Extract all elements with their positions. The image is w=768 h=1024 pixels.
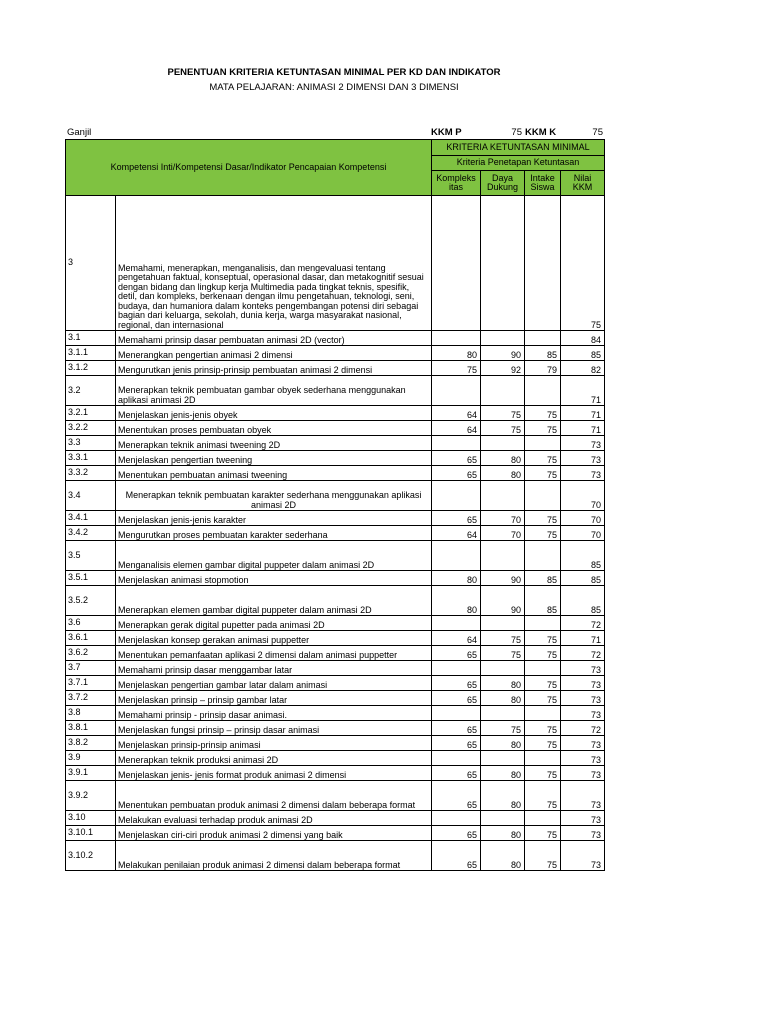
indicator-description: Menjelaskan prinsip – prinsip gambar latar bbox=[116, 691, 432, 706]
indicator-code: 3.2.2 bbox=[66, 421, 116, 436]
indicator-code: 3.5 bbox=[66, 541, 116, 571]
col-header-kompleksitas: Kompleks itas bbox=[432, 171, 481, 196]
table-row bbox=[66, 736, 605, 751]
indicator-code: 3.10 bbox=[66, 811, 116, 826]
daya-dukung-value: 90 bbox=[481, 346, 525, 361]
kompleksitas-value: 65 bbox=[432, 646, 481, 661]
table-row bbox=[66, 481, 605, 511]
nilai-kkm-value: 72 bbox=[561, 721, 605, 736]
nilai-kkm-value: 82 bbox=[561, 361, 605, 376]
kompleksitas-value: 65 bbox=[432, 691, 481, 706]
intake-siswa-value: 75 bbox=[525, 511, 561, 526]
intake-siswa-value: 75 bbox=[525, 451, 561, 466]
intake-siswa-value: 75 bbox=[525, 781, 561, 811]
nilai-kkm-value: 73 bbox=[561, 841, 605, 871]
indicator-description: Menjelaskan prinsip-prinsip animasi bbox=[116, 736, 432, 751]
indicator-description: Menerapkan teknik animasi tweening 2D bbox=[116, 436, 432, 451]
intake-siswa-value bbox=[525, 811, 561, 826]
kompleksitas-value bbox=[432, 541, 481, 571]
indicator-description: Memahami prinsip dasar pembuatan animasi 2D (vector) bbox=[116, 331, 432, 346]
nilai-kkm-value: 73 bbox=[561, 676, 605, 691]
intake-siswa-value: 75 bbox=[525, 736, 561, 751]
col-header-intake-siswa: Intake Siswa bbox=[525, 171, 561, 196]
daya-dukung-value: 80 bbox=[481, 691, 525, 706]
intake-siswa-value bbox=[525, 196, 561, 331]
nilai-kkm-value: 72 bbox=[561, 646, 605, 661]
indicator-description: Menjelaskan ciri-ciri produk animasi 2 dimensi yang baik bbox=[116, 826, 432, 841]
intake-siswa-value: 75 bbox=[525, 826, 561, 841]
kompleksitas-value: 64 bbox=[432, 406, 481, 421]
nilai-kkm-value: 85 bbox=[561, 541, 605, 571]
indicator-code: 3.6 bbox=[66, 616, 116, 631]
indicator-code: 3.7 bbox=[66, 661, 116, 676]
kompleksitas-value: 64 bbox=[432, 526, 481, 541]
intake-siswa-value bbox=[525, 436, 561, 451]
daya-dukung-value bbox=[481, 706, 525, 721]
nilai-kkm-value: 73 bbox=[561, 736, 605, 751]
daya-dukung-value bbox=[481, 196, 525, 331]
kompleksitas-value: 65 bbox=[432, 511, 481, 526]
nilai-kkm-value: 85 bbox=[561, 586, 605, 616]
indicator-description: Menerapkan gerak digital pupetter pada animasi 2D bbox=[116, 616, 432, 631]
indicator-code: 3.4 bbox=[66, 481, 116, 511]
intake-siswa-value bbox=[525, 616, 561, 631]
indicator-code: 3.7.2 bbox=[66, 691, 116, 706]
indicator-description: Menerapkan teknik produksi animasi 2D bbox=[116, 751, 432, 766]
intake-siswa-value bbox=[525, 376, 561, 406]
nilai-kkm-value: 73 bbox=[561, 691, 605, 706]
indicator-description: Memahami prinsip - prinsip dasar animasi. bbox=[116, 706, 432, 721]
nilai-kkm-value: 73 bbox=[561, 751, 605, 766]
intake-siswa-value: 75 bbox=[525, 421, 561, 436]
indicator-description: Menentukan pembuatan animasi tweening bbox=[116, 466, 432, 481]
kompleksitas-value: 65 bbox=[432, 841, 481, 871]
daya-dukung-value: 80 bbox=[481, 676, 525, 691]
kkm-table bbox=[65, 139, 605, 871]
indicator-code: 3.8 bbox=[66, 706, 116, 721]
indicator-code: 3.1 bbox=[66, 331, 116, 346]
table-row bbox=[66, 346, 605, 361]
daya-dukung-value bbox=[481, 436, 525, 451]
kompleksitas-value: 64 bbox=[432, 631, 481, 646]
table-row bbox=[66, 841, 605, 871]
intake-siswa-value: 85 bbox=[525, 586, 561, 616]
daya-dukung-value bbox=[481, 541, 525, 571]
daya-dukung-value bbox=[481, 811, 525, 826]
daya-dukung-value: 80 bbox=[481, 841, 525, 871]
kompleksitas-value bbox=[432, 331, 481, 346]
daya-dukung-value bbox=[481, 661, 525, 676]
nilai-kkm-value: 73 bbox=[561, 436, 605, 451]
intake-siswa-value: 75 bbox=[525, 841, 561, 871]
kompleksitas-value: 75 bbox=[432, 361, 481, 376]
indicator-code: 3.8.2 bbox=[66, 736, 116, 751]
intake-siswa-value: 79 bbox=[525, 361, 561, 376]
daya-dukung-value: 75 bbox=[481, 721, 525, 736]
indicator-code: 3.10.1 bbox=[66, 826, 116, 841]
intake-siswa-value: 75 bbox=[525, 691, 561, 706]
table-row bbox=[66, 706, 605, 721]
table-row bbox=[66, 616, 605, 631]
kompleksitas-value bbox=[432, 196, 481, 331]
page-subtitle: MATA PELAJARAN: ANIMASI 2 DIMENSI DAN 3 DIMENSI bbox=[209, 82, 459, 93]
indicator-description: Menerapkan teknik pembuatan gambar obyek sederhana menggunakan aplikasi animasi 2D bbox=[116, 376, 432, 406]
table-row bbox=[66, 511, 605, 526]
intake-siswa-value bbox=[525, 661, 561, 676]
indicator-description: Menganalisis elemen gambar digital puppeter dalam animasi 2D bbox=[116, 541, 432, 571]
kkm-p-value: 75 bbox=[511, 127, 522, 138]
daya-dukung-value: 80 bbox=[481, 766, 525, 781]
kompleksitas-value: 65 bbox=[432, 721, 481, 736]
daya-dukung-value: 75 bbox=[481, 421, 525, 436]
nilai-kkm-value: 75 bbox=[561, 196, 605, 331]
daya-dukung-value: 70 bbox=[481, 511, 525, 526]
daya-dukung-value bbox=[481, 481, 525, 511]
nilai-kkm-value: 73 bbox=[561, 706, 605, 721]
kompleksitas-value bbox=[432, 661, 481, 676]
intake-siswa-value: 75 bbox=[525, 526, 561, 541]
nilai-kkm-value: 71 bbox=[561, 631, 605, 646]
page-title: PENENTUAN KRITERIA KETUNTASAN MINIMAL PER KD DAN INDIKATOR bbox=[167, 67, 501, 78]
indicator-code: 3.6.2 bbox=[66, 646, 116, 661]
kompleksitas-value bbox=[432, 706, 481, 721]
table-row bbox=[66, 361, 605, 376]
table-row bbox=[66, 451, 605, 466]
competency-header: Kompetensi Inti/Kompetensi Dasar/Indikator Pencapaian Kompetensi bbox=[66, 140, 432, 196]
col-header-daya-dukung: Daya Dukung bbox=[481, 171, 525, 196]
nilai-kkm-value: 85 bbox=[561, 571, 605, 586]
daya-dukung-value: 80 bbox=[481, 826, 525, 841]
indicator-code: 3.3.1 bbox=[66, 451, 116, 466]
table-row bbox=[66, 436, 605, 451]
table-row bbox=[66, 571, 605, 586]
indicator-code: 3.10.2 bbox=[66, 841, 116, 871]
kompleksitas-value: 65 bbox=[432, 451, 481, 466]
daya-dukung-value bbox=[481, 331, 525, 346]
table-row bbox=[66, 376, 605, 406]
nilai-kkm-value: 73 bbox=[561, 766, 605, 781]
indicator-description: Melakukan evaluasi terhadap produk animasi 2D bbox=[116, 811, 432, 826]
kompleksitas-value: 65 bbox=[432, 736, 481, 751]
indicator-code: 3.8.1 bbox=[66, 721, 116, 736]
indicator-description: Menjelaskan jenis- jenis format produk animasi 2 dimensi bbox=[116, 766, 432, 781]
table-row bbox=[66, 541, 605, 571]
daya-dukung-value: 92 bbox=[481, 361, 525, 376]
table-row bbox=[66, 781, 605, 811]
nilai-kkm-value: 84 bbox=[561, 331, 605, 346]
indicator-description: Menerangkan pengertian animasi 2 dimensi bbox=[116, 346, 432, 361]
nilai-kkm-value: 71 bbox=[561, 376, 605, 406]
indicator-code: 3.3 bbox=[66, 436, 116, 451]
daya-dukung-value: 90 bbox=[481, 571, 525, 586]
table-row bbox=[66, 661, 605, 676]
nilai-kkm-value: 73 bbox=[561, 826, 605, 841]
daya-dukung-value: 80 bbox=[481, 466, 525, 481]
indicator-description: Menentukan pembuatan produk animasi 2 dimensi dalam beberapa format bbox=[116, 781, 432, 811]
indicator-description: Mengurutkan jenis prinsip-prinsip pembuatan animasi 2 dimensi bbox=[116, 361, 432, 376]
kompleksitas-value bbox=[432, 811, 481, 826]
nilai-kkm-value: 72 bbox=[561, 616, 605, 631]
nilai-kkm-value: 73 bbox=[561, 466, 605, 481]
nilai-kkm-value: 71 bbox=[561, 421, 605, 436]
kompleksitas-value: 65 bbox=[432, 826, 481, 841]
kompleksitas-value: 80 bbox=[432, 571, 481, 586]
intake-siswa-value: 75 bbox=[525, 466, 561, 481]
indicator-code: 3.4.1 bbox=[66, 511, 116, 526]
intake-siswa-value: 75 bbox=[525, 766, 561, 781]
daya-dukung-value: 75 bbox=[481, 631, 525, 646]
intake-siswa-value bbox=[525, 751, 561, 766]
indicator-code: 3.6.1 bbox=[66, 631, 116, 646]
daya-dukung-value: 70 bbox=[481, 526, 525, 541]
kompleksitas-value: 80 bbox=[432, 586, 481, 616]
col-header-nilai-kkm: Nilai KKM bbox=[561, 171, 605, 196]
kompleksitas-value: 65 bbox=[432, 466, 481, 481]
indicator-description: Menjelaskan jenis-jenis obyek bbox=[116, 406, 432, 421]
kompleksitas-value bbox=[432, 751, 481, 766]
table-row bbox=[66, 526, 605, 541]
intake-siswa-value: 75 bbox=[525, 631, 561, 646]
kkm-p-label: KKM P bbox=[431, 127, 462, 138]
kompleksitas-value bbox=[432, 376, 481, 406]
intake-siswa-value: 75 bbox=[525, 646, 561, 661]
table-row bbox=[66, 721, 605, 736]
nilai-kkm-value: 85 bbox=[561, 346, 605, 361]
indicator-code: 3.9.2 bbox=[66, 781, 116, 811]
indicator-code: 3.5.1 bbox=[66, 571, 116, 586]
kompleksitas-value bbox=[432, 436, 481, 451]
kkm-k-value: 75 bbox=[592, 127, 603, 138]
indicator-description: Menjelaskan pengertian gambar latar dalam animasi bbox=[116, 676, 432, 691]
indicator-description: Melakukan penilaian produk animasi 2 dimensi dalam beberapa format bbox=[116, 841, 432, 871]
criteria-header: Kriteria Penetapan Ketuntasan bbox=[432, 156, 605, 171]
nilai-kkm-value: 70 bbox=[561, 526, 605, 541]
indicator-code: 3.2.1 bbox=[66, 406, 116, 421]
daya-dukung-value bbox=[481, 376, 525, 406]
intake-siswa-value: 85 bbox=[525, 346, 561, 361]
daya-dukung-value: 80 bbox=[481, 781, 525, 811]
nilai-kkm-value: 70 bbox=[561, 511, 605, 526]
intake-siswa-value: 75 bbox=[525, 721, 561, 736]
indicator-code: 3.2 bbox=[66, 376, 116, 406]
indicator-description: Menjelaskan pengertian tweening bbox=[116, 451, 432, 466]
indicator-code: 3.1.2 bbox=[66, 361, 116, 376]
indicator-code: 3.9.1 bbox=[66, 766, 116, 781]
indicator-description: Menentukan pemanfaatan aplikasi 2 dimensi dalam animasi puppetter bbox=[116, 646, 432, 661]
intake-siswa-value: 75 bbox=[525, 676, 561, 691]
indicator-description: Menerapkan teknik pembuatan karakter sederhana menggunakan aplikasi animasi 2D bbox=[116, 481, 432, 511]
nilai-kkm-value: 70 bbox=[561, 481, 605, 511]
semester-label: Ganjil bbox=[67, 127, 92, 138]
nilai-kkm-value: 71 bbox=[561, 406, 605, 421]
nilai-kkm-value: 73 bbox=[561, 811, 605, 826]
table-row bbox=[66, 631, 605, 646]
table-row bbox=[66, 196, 605, 331]
daya-dukung-value: 90 bbox=[481, 586, 525, 616]
kompleksitas-value bbox=[432, 481, 481, 511]
kkm-header: KRITERIA KETUNTASAN MINIMAL bbox=[432, 140, 605, 156]
kompleksitas-value: 65 bbox=[432, 766, 481, 781]
indicator-code: 3 bbox=[66, 196, 116, 331]
indicator-description: Menentukan proses pembuatan obyek bbox=[116, 421, 432, 436]
nilai-kkm-value: 73 bbox=[561, 451, 605, 466]
nilai-kkm-value: 73 bbox=[561, 781, 605, 811]
indicator-description: Menjelaskan konsep gerakan animasi puppetter bbox=[116, 631, 432, 646]
intake-siswa-value bbox=[525, 541, 561, 571]
table-row bbox=[66, 826, 605, 841]
table-row bbox=[66, 676, 605, 691]
intake-siswa-value: 75 bbox=[525, 406, 561, 421]
daya-dukung-value: 80 bbox=[481, 736, 525, 751]
table-row bbox=[66, 646, 605, 661]
kompleksitas-value: 65 bbox=[432, 676, 481, 691]
table-row bbox=[66, 331, 605, 346]
indicator-code: 3.1.1 bbox=[66, 346, 116, 361]
kkm-k-label: KKM K bbox=[525, 127, 557, 138]
intake-siswa-value bbox=[525, 481, 561, 511]
indicator-description: Mengurutkan proses pembuatan karakter sederhana bbox=[116, 526, 432, 541]
table-row bbox=[66, 586, 605, 616]
table-row bbox=[66, 421, 605, 436]
indicator-description: Menjelaskan jenis-jenis karakter bbox=[116, 511, 432, 526]
intake-siswa-value bbox=[525, 331, 561, 346]
daya-dukung-value: 75 bbox=[481, 646, 525, 661]
indicator-code: 3.5.2 bbox=[66, 586, 116, 616]
indicator-description: Menerapkan elemen gambar digital puppeter dalam animasi 2D bbox=[116, 586, 432, 616]
kompleksitas-value bbox=[432, 616, 481, 631]
table-row bbox=[66, 406, 605, 421]
daya-dukung-value: 75 bbox=[481, 406, 525, 421]
daya-dukung-value: 80 bbox=[481, 451, 525, 466]
table-row bbox=[66, 766, 605, 781]
indicator-code: 3.7.1 bbox=[66, 676, 116, 691]
daya-dukung-value bbox=[481, 751, 525, 766]
table-row bbox=[66, 751, 605, 766]
intake-siswa-value bbox=[525, 706, 561, 721]
indicator-description: Memahami prinsip dasar menggambar latar bbox=[116, 661, 432, 676]
table-row bbox=[66, 691, 605, 706]
indicator-description: Memahami, menerapkan, menganalisis, dan mengevaluasi tentang pengetahuan faktual, konseptual, operasional dasar, dan metakognitif sesuai dengan bidang dan lingkup kerja Multimedia pada tingkat teknis, spesifik, detil, dan kompleks, berkenaan dengan ilmu pengetahuan, teknologi, seni, budaya, dan humaniora dalam konteks pengembangan potensi diri sebagai bagian dari keluarga, sekolah, dunia kerja, warga masyarakat nasional, regional, dan internasional bbox=[116, 196, 432, 331]
table-row bbox=[66, 811, 605, 826]
indicator-code: 3.4.2 bbox=[66, 526, 116, 541]
kompleksitas-value: 80 bbox=[432, 346, 481, 361]
table-row bbox=[66, 466, 605, 481]
nilai-kkm-value: 73 bbox=[561, 661, 605, 676]
indicator-code: 3.9 bbox=[66, 751, 116, 766]
daya-dukung-value bbox=[481, 616, 525, 631]
indicator-code: 3.3.2 bbox=[66, 466, 116, 481]
indicator-description: Menjelaskan animasi stopmotion bbox=[116, 571, 432, 586]
kompleksitas-value: 64 bbox=[432, 421, 481, 436]
intake-siswa-value: 85 bbox=[525, 571, 561, 586]
indicator-description: Menjelaskan fungsi prinsip – prinsip dasar animasi bbox=[116, 721, 432, 736]
kompleksitas-value: 65 bbox=[432, 781, 481, 811]
